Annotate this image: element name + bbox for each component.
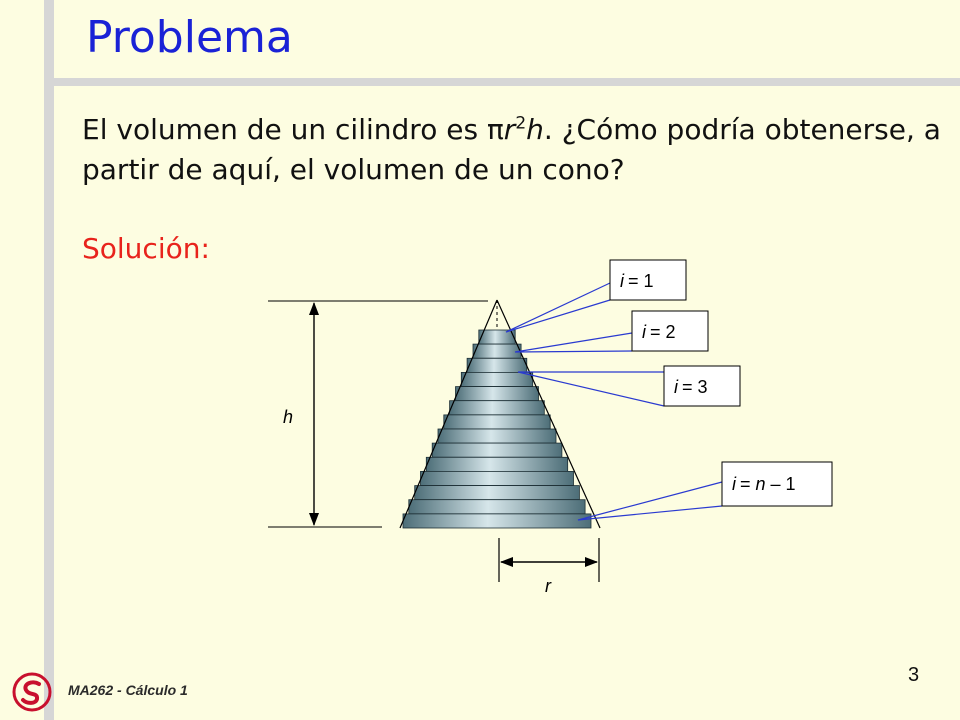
cylinder-slab — [456, 387, 539, 401]
page-number: 3 — [908, 664, 920, 686]
question-text-part1: El volumen de un cilindro es — [82, 113, 487, 146]
cylinder-slabs — [403, 330, 591, 528]
cylinder-slab — [479, 330, 515, 344]
callout-label-1: i = 1 — [620, 271, 654, 291]
slide-title: Problema — [86, 12, 293, 63]
pi-symbol: π — [486, 113, 504, 146]
callout-line-2 — [515, 333, 632, 352]
cylinder-slab — [432, 443, 562, 457]
course-footer: MA262 - Cálculo 1 — [68, 682, 188, 698]
exponent: 2 — [515, 113, 527, 134]
solution-label: Solución: — [82, 232, 210, 265]
cylinder-slab — [473, 344, 521, 358]
radius-var: r — [503, 113, 516, 146]
height-arrow-top — [309, 302, 319, 315]
university-logo-icon — [10, 672, 54, 716]
height-label: h — [283, 407, 294, 427]
cylinder-slab — [467, 358, 527, 372]
cylinder-slab — [438, 429, 556, 443]
radius-arrow-right — [585, 557, 598, 567]
height-arrow-bottom — [309, 513, 319, 526]
height-var: h — [526, 113, 544, 146]
cylinder-slab — [421, 471, 574, 485]
cylinder-slab — [415, 486, 580, 500]
cylinder-slab — [409, 500, 585, 514]
cylinder-slab — [403, 514, 591, 528]
cylinder-slab — [426, 457, 567, 471]
question-text-part2: . ¿Cómo podría obtenerse, a partir de aquí, el volumen de un cono? — [82, 113, 941, 186]
cylinder-slab — [444, 415, 550, 429]
radius-label: r — [545, 576, 551, 596]
callout-label-2: i = 2 — [642, 322, 676, 342]
cylinder-slab — [461, 372, 532, 386]
radius-arrow-left — [500, 557, 513, 567]
callout-line-4 — [578, 482, 722, 520]
callout-label-3: i = 3 — [674, 377, 708, 397]
cylinder-slab — [450, 401, 545, 415]
callout-line-1 — [506, 283, 610, 332]
callout-label-4: i = n – 1 — [732, 474, 796, 494]
